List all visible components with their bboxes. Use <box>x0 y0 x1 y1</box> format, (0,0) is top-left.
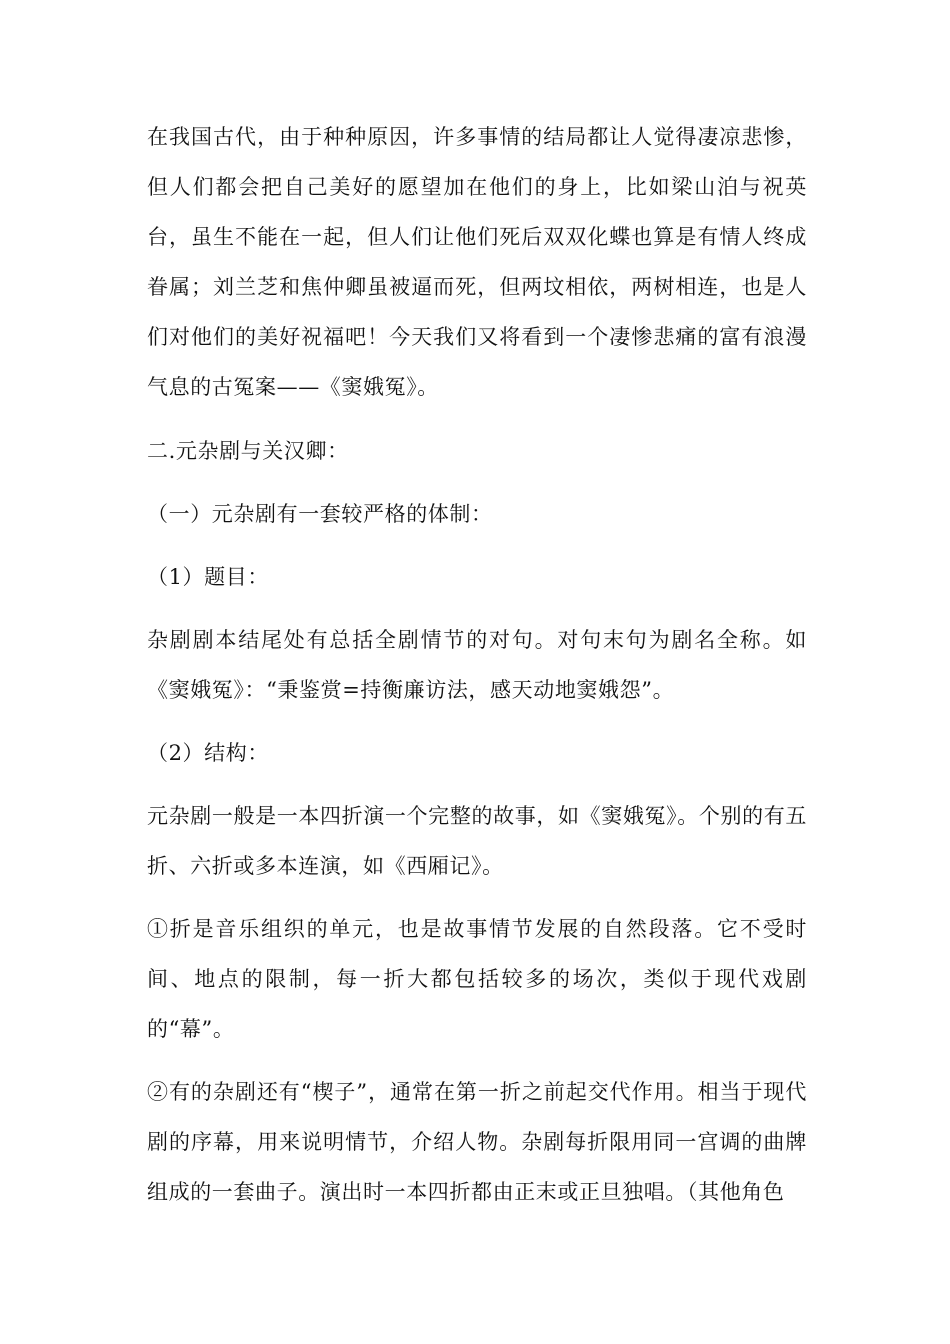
section-heading-yuan-zaju: 二.元杂剧与关汉卿： <box>147 439 349 463</box>
xiezi-paragraph: ②有的杂剧还有“楔子”，通常在第一折之前起交代作用。相当于现代剧的序幕，用来说明情节，介绍人物。杂剧每折限用同一宫调的曲牌组成的一套曲子。演出时一本四折都由正末或正旦独唱。（其他角色 <box>147 1080 807 1204</box>
subsection-heading-system: （一）元杂剧有一套较严格的体制： <box>147 502 493 526</box>
intro-paragraph: 在我国古代，由于种种原因，许多事情的结局都让人觉得凄凉悲惨，但人们都会把自己美好的愿望加在他们的身上，比如梁山泊与祝英台，虽生不能在一起，但人们让他们死后双双化蝶也算是有情人终成眷属；刘兰芝和焦仲卿虽被逼而死，但两坟相依，两树相连，也是人们对他们的美好祝福吧！今天我们又将看到一个凄惨悲痛的富有浪漫气息的古冤案——《窦娥冤》。 <box>147 125 807 399</box>
item-heading-structure: （2）结构： <box>147 741 269 765</box>
document-body <box>147 112 807 1217</box>
title-paragraph: 杂剧剧本结尾处有总括全剧情节的对句。对句末句为剧名全称。如《窦娥冤》：“秉鉴赏=持衡廉访法，感天动地窦娥怨”。 <box>147 628 807 702</box>
item-heading-title: （1）题目： <box>147 565 269 589</box>
zhe-paragraph: ①折是音乐组织的单元，也是故事情节发展的自然段落。它不受时间、地点的限制，每一折大都包括较多的场次，类似于现代戏剧的“幕”。 <box>147 917 807 1041</box>
structure-paragraph: 元杂剧一般是一本四折演一个完整的故事，如《窦娥冤》。个别的有五折、六折或多本连演，如《西厢记》。 <box>147 804 807 878</box>
